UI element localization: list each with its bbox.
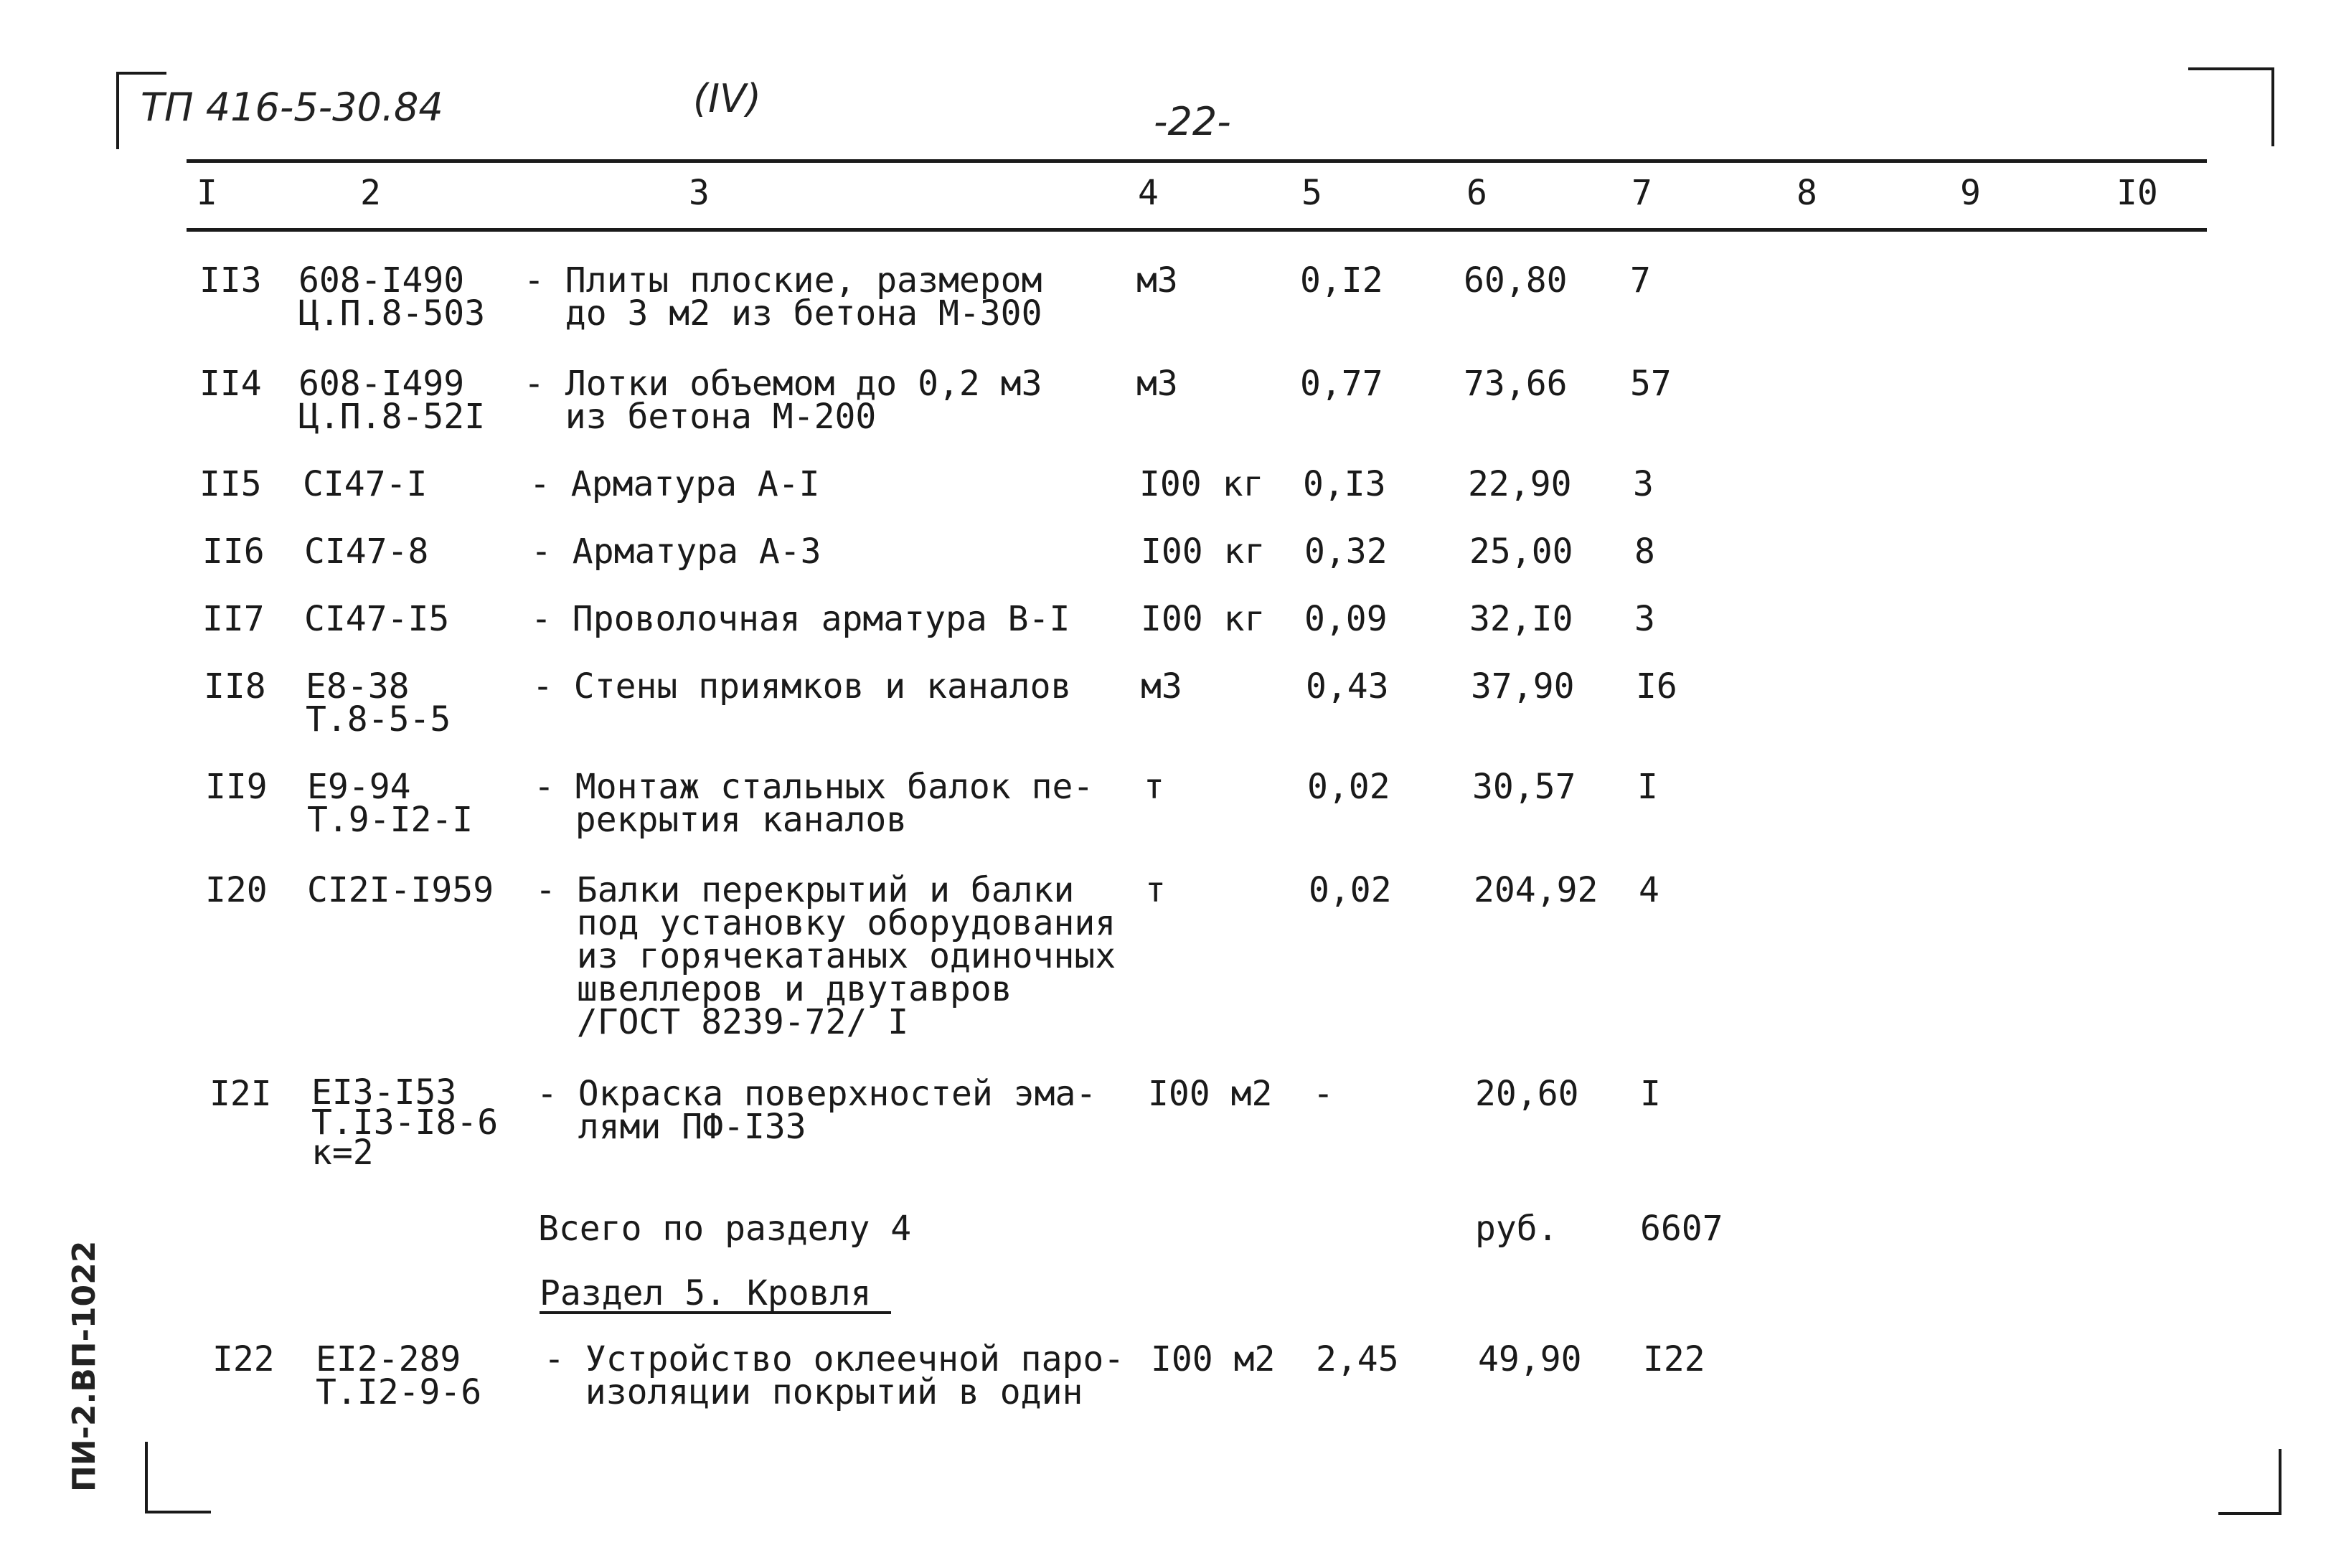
- row-total: I: [1637, 767, 1658, 807]
- row-unit: I00 кг: [1141, 532, 1266, 572]
- header-rule-top: [187, 159, 2207, 163]
- col-header-1: I: [197, 173, 217, 213]
- header-rule-bottom: [187, 228, 2207, 232]
- row-unit: т: [1144, 767, 1164, 807]
- row-total: 8: [1634, 532, 1655, 572]
- row-name: - Устройство оклеечной паро- изоляции покрытий в один: [544, 1339, 1125, 1412]
- row-code: CI47-I: [303, 464, 428, 504]
- row-unit: I00 кг: [1139, 464, 1264, 504]
- row-code: 608-I499 Ц.П.8-52I: [298, 364, 486, 437]
- row-price: 20,60: [1475, 1074, 1579, 1114]
- row-num: II5: [199, 464, 262, 504]
- row-name: - Проволочная арматура В-I: [531, 599, 1070, 639]
- row-num: II7: [202, 599, 265, 639]
- row-code: CI47-8: [304, 532, 429, 572]
- row-code: EI2-289 Т.I2-9-6: [316, 1339, 482, 1412]
- col-header-5: 5: [1301, 173, 1322, 213]
- row-name: - Плиты плоские, размером до 3 м2 из бетона М-300: [524, 260, 1042, 334]
- row-qty: 0,I3: [1303, 464, 1386, 504]
- corner-top-left-h: [116, 72, 166, 75]
- row-unit: т: [1145, 870, 1166, 910]
- row-price: 32,I0: [1469, 599, 1573, 639]
- row-qty: 0,02: [1309, 870, 1392, 910]
- row-price: 22,90: [1468, 464, 1572, 504]
- corner-bottom-left-v: [145, 1442, 148, 1513]
- row-code: 608-I490 Ц.П.8-503: [298, 260, 486, 334]
- page-number: -22-: [1154, 99, 1231, 144]
- row-price: 73,66: [1464, 364, 1568, 404]
- row-num: I22: [212, 1339, 275, 1379]
- row-qty: 0,77: [1300, 364, 1383, 404]
- col-header-8: 8: [1796, 173, 1817, 213]
- row-total: 57: [1630, 364, 1672, 404]
- row-price: 25,00: [1469, 532, 1573, 572]
- col-header-7: 7: [1631, 173, 1652, 213]
- row-total: 4: [1639, 870, 1659, 910]
- row-qty: -: [1313, 1074, 1334, 1114]
- row-qty: 0,32: [1304, 532, 1388, 572]
- row-unit: I00 м2: [1151, 1339, 1276, 1379]
- col-header-4: 4: [1138, 173, 1159, 213]
- row-name: - Окраска поверхностей эма- лями ПФ-I33: [537, 1074, 1097, 1147]
- section-total-label: Всего по разделу 4: [538, 1209, 912, 1249]
- row-unit: м3: [1136, 364, 1178, 404]
- row-price: 30,57: [1472, 767, 1576, 807]
- row-num: II3: [199, 260, 262, 301]
- row-qty: 0,02: [1307, 767, 1390, 807]
- section-total-unit: руб.: [1475, 1209, 1558, 1249]
- doc-code: ТП 416-5-30.84: [141, 85, 443, 130]
- corner-top-left-v: [116, 72, 119, 149]
- corner-bottom-right-v: [2279, 1449, 2281, 1515]
- row-qty: 2,45: [1316, 1339, 1399, 1379]
- row-total: I22: [1643, 1339, 1705, 1379]
- col-header-2: 2: [360, 173, 381, 213]
- side-stamp: ПИ-2.ВП-1022: [66, 1240, 103, 1492]
- row-name: - Стены приямков и каналов: [532, 666, 1072, 707]
- section-total-value: 6607: [1640, 1209, 1723, 1249]
- row-unit: м3: [1141, 666, 1182, 707]
- row-name: - Арматура А-3: [531, 532, 821, 572]
- row-unit: м3: [1136, 260, 1178, 301]
- row-total: I6: [1636, 666, 1677, 707]
- row-num: I20: [205, 870, 268, 910]
- col-header-9: 9: [1960, 173, 1981, 213]
- row-total: I: [1640, 1074, 1661, 1114]
- row-name: - Балки перекрытий и балки под установку оборудования из горячекатаных одиночных швеллеров и двутавров /ГОСТ 8239-72/ I: [535, 870, 1116, 1042]
- corner-bottom-right-h: [2218, 1512, 2281, 1515]
- row-code: CI47-I5: [304, 599, 450, 639]
- corner-top-right-h: [2188, 67, 2274, 70]
- row-price: 37,90: [1471, 666, 1575, 707]
- row-qty: 0,09: [1304, 599, 1388, 639]
- row-price: 204,92: [1474, 870, 1598, 910]
- row-code: E8-38 Т.8-5-5: [306, 666, 451, 740]
- row-num: II6: [202, 532, 265, 572]
- row-code: CI2I-I959: [307, 870, 494, 910]
- row-num: II9: [205, 767, 268, 807]
- row-total: 7: [1630, 260, 1651, 301]
- row-num: I2I: [209, 1074, 272, 1114]
- row-qty: 0,43: [1306, 666, 1389, 707]
- row-num: II8: [204, 666, 266, 707]
- row-unit: I00 м2: [1148, 1074, 1273, 1114]
- corner-bottom-left-h: [145, 1511, 211, 1513]
- col-header-10: I0: [2116, 173, 2158, 213]
- row-price: 49,90: [1478, 1339, 1582, 1379]
- row-code: EI3-I53 Т.I3-I8-6 к=2: [311, 1072, 499, 1173]
- section-heading: Раздел 5. Кровля: [540, 1277, 891, 1314]
- row-name: - Лотки объемом до 0,2 м3 из бетона М-200: [524, 364, 1042, 437]
- corner-top-right-v: [2271, 67, 2274, 146]
- row-name: - Арматура А-I: [529, 464, 820, 504]
- col-header-3: 3: [689, 173, 710, 213]
- row-qty: 0,I2: [1300, 260, 1383, 301]
- row-code: E9-94 Т.9-I2-I: [307, 767, 474, 840]
- row-total: 3: [1634, 599, 1655, 639]
- row-num: II4: [199, 364, 262, 404]
- row-name: - Монтаж стальных балок пе- рекрытия каналов: [534, 767, 1094, 840]
- album-mark: (IV): [693, 76, 762, 121]
- row-total: 3: [1633, 464, 1654, 504]
- col-header-6: 6: [1466, 173, 1487, 213]
- row-price: 60,80: [1464, 260, 1568, 301]
- row-unit: I00 кг: [1141, 599, 1266, 639]
